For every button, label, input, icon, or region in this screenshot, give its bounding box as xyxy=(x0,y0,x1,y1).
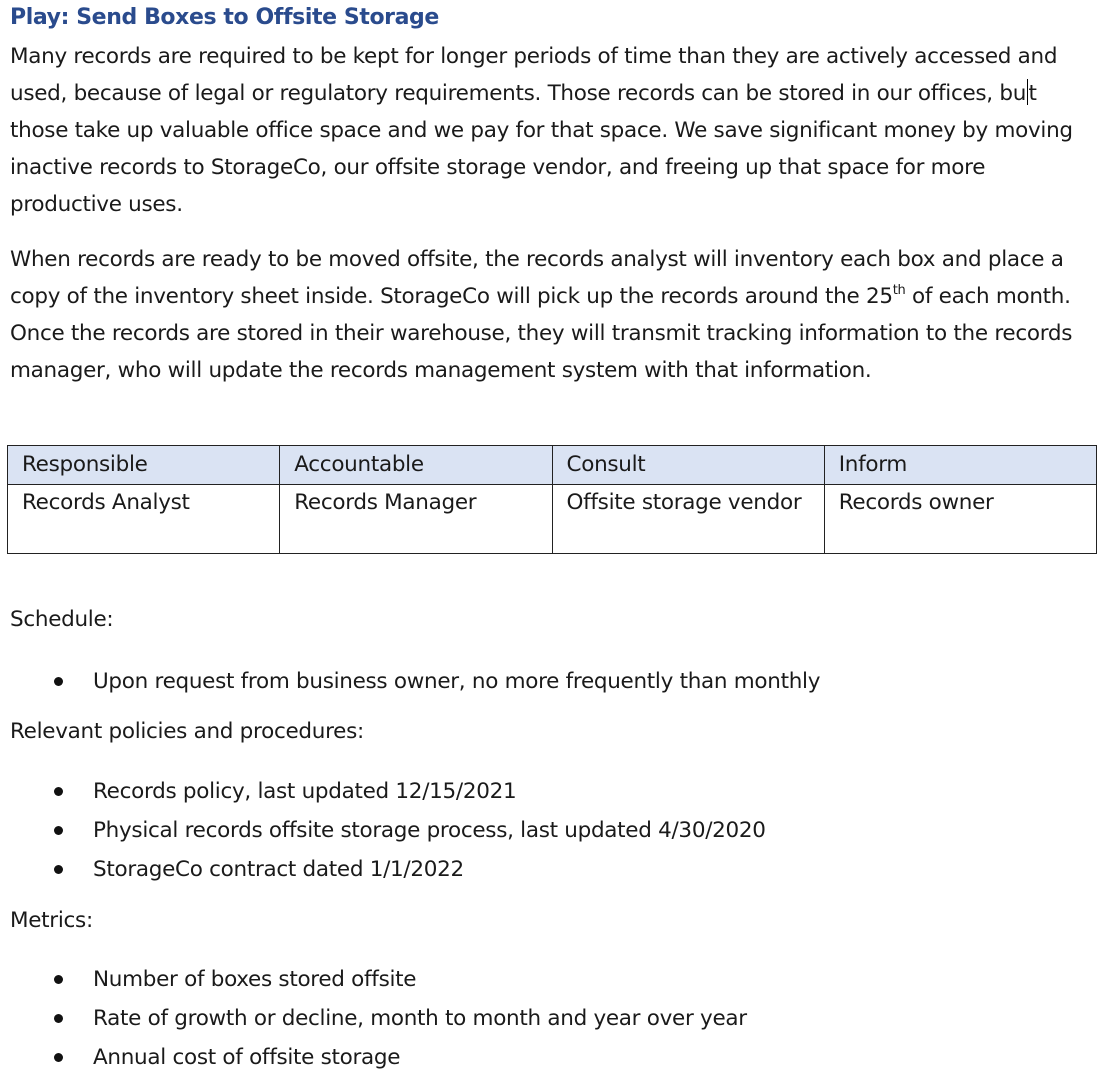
raci-value-accountable: Records Manager xyxy=(280,485,552,554)
bullet-icon xyxy=(54,1053,63,1062)
intro-paragraph[interactable] xyxy=(10,38,1100,223)
bullet-icon xyxy=(54,787,63,796)
list-item xyxy=(0,772,766,811)
bullet-icon xyxy=(54,677,63,686)
list-item xyxy=(0,999,747,1038)
list-item-text: Annual cost of offsite storage xyxy=(93,1045,401,1070)
raci-header-accountable: Accountable xyxy=(280,446,552,485)
raci-value-consult: Offsite storage vendor xyxy=(552,485,824,554)
raci-header-responsible: Responsible xyxy=(8,446,280,485)
raci-header-inform: Inform xyxy=(824,446,1096,485)
intro-text-a: Many records are required to be kept for longer periods of time than they are actively accessed and used, because of legal or regulatory requirements. Those records can be stored in our offices, bu xyxy=(10,44,1058,106)
raci-value-responsible: Records Analyst xyxy=(8,485,280,554)
process-paragraph[interactable] xyxy=(10,241,1100,389)
list-item xyxy=(0,1038,747,1077)
bullet-icon xyxy=(54,826,63,835)
list-item-text: Records policy, last updated 12/15/2021 xyxy=(93,779,517,804)
document-title: Play: Send Boxes to Offsite Storage xyxy=(10,5,439,30)
process-text-a: When records are ready to be moved offsite, the records analyst will inventory each box and place a copy of the inventory sheet inside. StorageCo will pick up the records around the 25 xyxy=(10,247,1064,309)
list-item xyxy=(0,960,747,999)
raci-value-row xyxy=(8,485,1097,554)
metrics-label: Metrics: xyxy=(10,908,93,933)
list-item xyxy=(0,850,766,889)
ordinal-suffix: th xyxy=(892,283,906,298)
bullet-icon xyxy=(54,1014,63,1023)
intro-text-b: t those take up valuable office space and we pay for that space. We save significant money by moving inactive records to StorageCo, our offsite storage vendor, and freeing up that space for more productive uses. xyxy=(10,81,1073,217)
policies-label: Relevant policies and procedures: xyxy=(10,719,364,744)
raci-header-row xyxy=(8,446,1097,485)
list-item xyxy=(0,662,820,701)
list-item xyxy=(0,811,766,850)
raci-header-consult: Consult xyxy=(552,446,824,485)
list-item-text: Upon request from business owner, no more frequently than monthly xyxy=(93,669,821,694)
metrics-list xyxy=(0,960,747,1077)
policies-list xyxy=(0,772,766,889)
process-text-b: of each month. Once the records are stored in their warehouse, they will transmit tracking information to the records manager, who will update the records management system with that information. xyxy=(10,284,1073,383)
bullet-icon xyxy=(54,865,63,874)
schedule-list xyxy=(0,662,820,701)
list-item-text: StorageCo contract dated 1/1/2022 xyxy=(93,857,464,882)
list-item-text: Number of boxes stored offsite xyxy=(93,967,417,992)
bullet-icon xyxy=(54,975,63,984)
list-item-text: Physical records offsite storage process, last updated 4/30/2020 xyxy=(93,818,766,843)
schedule-label: Schedule: xyxy=(10,607,114,632)
raci-value-inform: Records owner xyxy=(824,485,1096,554)
raci-table xyxy=(7,445,1097,554)
list-item-text: Rate of growth or decline, month to month and year over year xyxy=(93,1006,747,1031)
